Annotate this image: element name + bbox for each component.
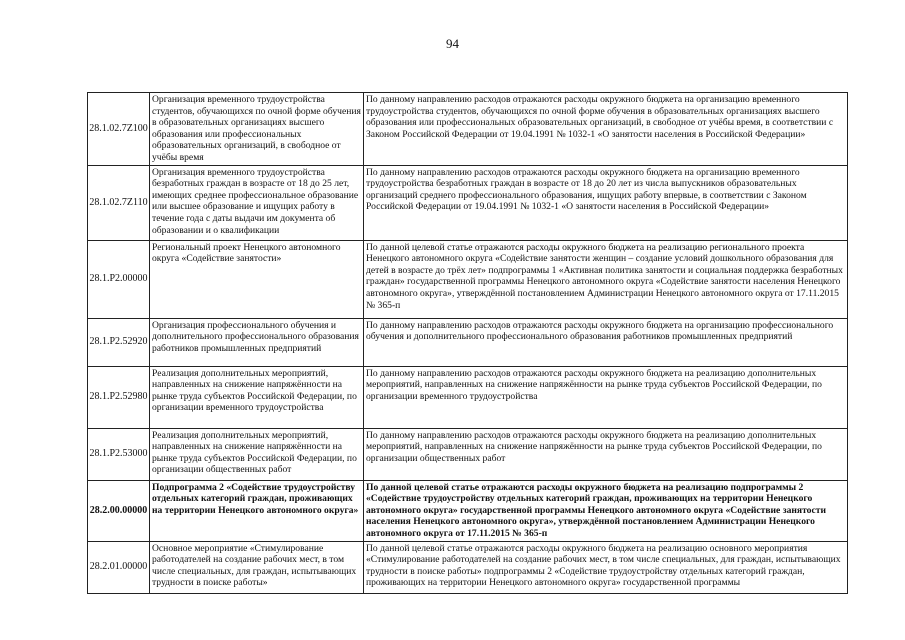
table-row [88, 165, 848, 240]
row-description: По данному направлению расходов отражаются расходы окружного бюджета на реализацию дополнительных мероприятий, направленных на снижение напряжённости на рынке труда субъектов Российской Федерации, по организации общественных работ [364, 428, 848, 480]
row-description: По данной целевой статье отражаются расходы окружного бюджета на реализацию регионального проекта Ненецкого автономного округа «Содействие занятости женщин – создание условий дошкольного образования для детей в возрасте до трёх лет» подпрограммы 1 «Активная политика занятости и социальная поддержка безработных граждан» государственной программы Ненецкого автономного округа «Содействие занятости населения Ненецкого автономного округа», утверждённой постановлением Администрации Ненецкого автономного округа от 17.11.2015 № 365-п [364, 240, 848, 318]
row-name: Организация временного трудоустройства безработных граждан в возрасте от 18 до 25 лет, имеющих среднее профессиональное образование или высшее образование и ищущих работу в течение года с даты выдачи им документа об образовании и о квалификации [150, 165, 364, 240]
row-code: 28.1.P2.00000 [88, 240, 150, 318]
row-name: Реализация дополнительных мероприятий, направленных на снижение напряжённости на рынке труда субъектов Российской Федерации, по организации временного трудоустройства [150, 366, 364, 428]
row-name: Подпрограмма 2 «Содействие трудоустройству отдельных категорий граждан, проживающих на территории Ненецкого автономного округа» [150, 480, 364, 541]
row-description: По данному направлению расходов отражаются расходы окружного бюджета на организацию профессионального обучения и дополнительного профессионального образования работников промышленных предприятий [364, 318, 848, 366]
row-code: 28.1.02.7Z110 [88, 165, 150, 240]
budget-classification-table [87, 92, 848, 594]
table-row [88, 240, 848, 318]
table-row [88, 428, 848, 480]
table-row [88, 318, 848, 366]
page-number: 94 [446, 36, 459, 51]
row-name: Основное мероприятие «Стимулирование работодателей на создание рабочих мест, в том числе специальных, для граждан, испытывающих трудности в поиске работы» [150, 541, 364, 593]
row-description: По данному направлению расходов отражаются расходы окружного бюджета на организацию временного трудоустройства студентов, обучающихся по очной форме обучения в образовательных организациях высшего образования или профессиональных образовательных организаций, в свободное от учёбы время, в соответствии с Законом Российской Федерации от 19.04.1991 № 1032-1 «О занятости населения в Российской Федерации» [364, 93, 848, 166]
row-code: 28.2.01.00000 [88, 541, 150, 593]
table-row [88, 366, 848, 428]
row-name: Организация временного трудоустройства студентов, обучающихся по очной форме обучения в образовательных организациях высшего образования или профессиональных образовательных организаций, в свободное от учёбы время [150, 93, 364, 166]
row-code: 28.1.P2.52980 [88, 366, 150, 428]
row-description: По данному направлению расходов отражаются расходы окружного бюджета на реализацию дополнительных мероприятий, направленных на снижение напряжённости на рынке труда субъектов Российской Федерации, по организации временного трудоустройства [364, 366, 848, 428]
row-code: 28.1.02.7Z100 [88, 93, 150, 166]
row-description: По данному направлению расходов отражаются расходы окружного бюджета на организацию временного трудоустройства безработных граждан в возрасте от 18 до 20 лет из числа выпускников образовательных организаций среднего профессионального образования, ищущих работу впервые, в соответствии с Законом Российской Федерации от 19.04.1991 № 1032-1 «О занятости населения в Российской Федерации» [364, 165, 848, 240]
table-row [88, 541, 848, 593]
table-row [88, 93, 848, 166]
row-code: 28.2.00.00000 [88, 480, 150, 541]
row-name: Региональный проект Ненецкого автономного округа «Содействие занятости» [150, 240, 364, 318]
row-code: 28.1.P2.52920 [88, 318, 150, 366]
row-code: 28.1.P2.53000 [88, 428, 150, 480]
row-name: Реализация дополнительных мероприятий, направленных на снижение напряжённости на рынке труда субъектов Российской Федерации, по организации общественных работ [150, 428, 364, 480]
row-name: Организация профессионального обучения и дополнительного профессионального образования работников промышленных предприятий [150, 318, 364, 366]
row-description: По данной целевой статье отражаются расходы окружного бюджета на реализацию подпрограммы 2 «Содействие трудоустройству отдельных категорий граждан, проживающих на территории Ненецкого автономного округа» государственной программы Ненецкого автономного округа «Содействие занятости населения Ненецкого автономного округа», утверждённой постановлением Администрации Ненецкого автономного округа от 17.11.2015 № 365-п [364, 480, 848, 541]
row-description: По данной целевой статье отражаются расходы окружного бюджета на реализацию основного мероприятия «Стимулирование работодателей на создание рабочих мест, в том числе специальных, для граждан, испытывающих трудности в поиске работы» подпрограммы 2 «Содействие трудоустройству отдельных категорий граждан, проживающих на территории Ненецкого автономного округа» государственной программы [364, 541, 848, 593]
table-row [88, 480, 848, 541]
